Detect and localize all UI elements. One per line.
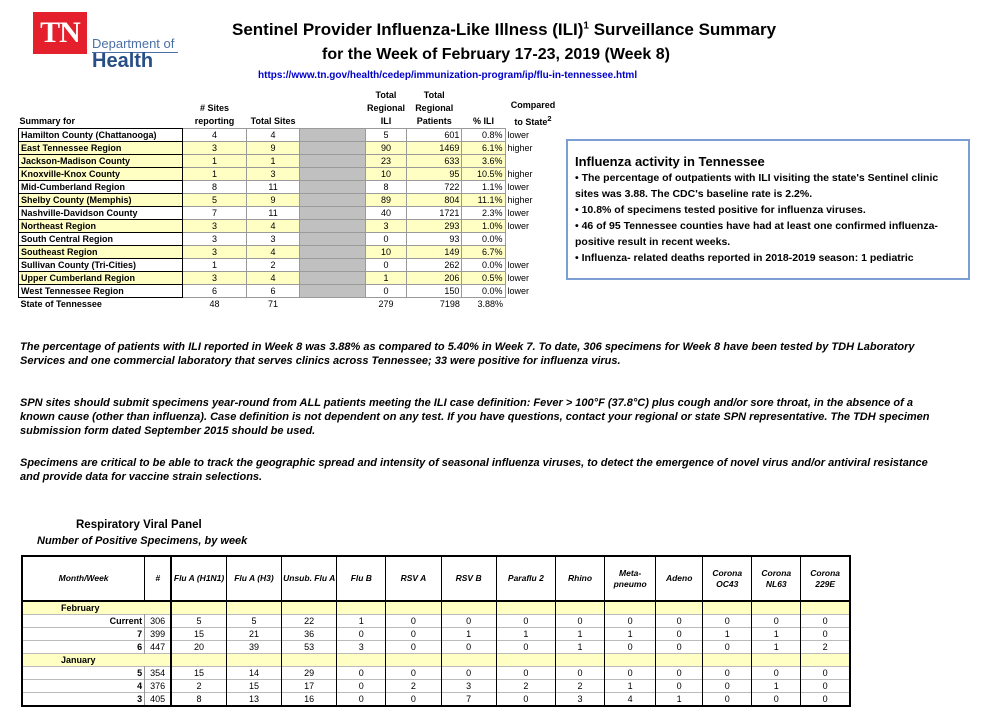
rvp-value: 0 <box>496 667 555 680</box>
activity-item: • Influenza- related deaths reported in 2018-2019 season: 1 pediatric <box>575 252 914 264</box>
rvp-value: 0 <box>656 680 703 693</box>
rvp-month-fill <box>337 654 386 667</box>
rvp-month-row <box>22 654 850 667</box>
regional-ili: 8 <box>365 181 406 194</box>
compared-to-state: lower <box>505 220 561 233</box>
rvp-value: 0 <box>703 641 752 654</box>
rvp-month-fill <box>441 601 496 615</box>
rvp-month-fill <box>441 654 496 667</box>
ili-summary-table <box>18 89 562 310</box>
rvp-value: 0 <box>703 693 752 707</box>
sites-reporting: 3 <box>183 246 247 259</box>
rvp-col-header: Corona 229E <box>801 556 850 601</box>
rvp-month-fill <box>605 601 656 615</box>
rvp-week-label: 5 <box>22 667 145 680</box>
gray-spacer <box>300 181 366 194</box>
rvp-week-row <box>22 693 850 707</box>
rvp-value: 39 <box>226 641 281 654</box>
summary-row <box>19 220 562 233</box>
rvp-value: 0 <box>752 693 801 707</box>
rvp-col-header: Flu A (H1N1) <box>171 556 226 601</box>
rvp-col-header: Rhino <box>556 556 605 601</box>
pct-ili: 0.0% <box>462 259 505 272</box>
gray-spacer <box>300 155 366 168</box>
regional-ili: 0 <box>365 233 406 246</box>
compared-to-state: lower <box>505 285 561 298</box>
compared-to-state: lower <box>505 129 561 142</box>
rvp-col-header: Month/Week <box>22 556 145 601</box>
rvp-value: 13 <box>226 693 281 707</box>
gray-spacer <box>300 168 366 181</box>
rvp-value: 0 <box>801 615 850 628</box>
rvp-month-fill <box>171 654 226 667</box>
rvp-value: 0 <box>605 615 656 628</box>
rvp-month-fill <box>337 601 386 615</box>
regional-ili: 23 <box>365 155 406 168</box>
total-sites: 4 <box>246 129 299 142</box>
regional-ili: 90 <box>365 142 406 155</box>
rvp-month-fill <box>386 601 441 615</box>
summary-row <box>19 285 562 298</box>
gray-spacer <box>300 285 366 298</box>
sites-reporting: 3 <box>183 220 247 233</box>
gray-spacer <box>300 142 366 155</box>
summary-row <box>19 233 562 246</box>
rvp-value: 21 <box>226 628 281 641</box>
rvp-value: 1 <box>752 628 801 641</box>
rvp-value: 0 <box>496 615 555 628</box>
rvp-month-row <box>22 601 850 615</box>
compared-to-state: lower <box>505 181 561 194</box>
total-sites: 3 <box>246 233 299 246</box>
regional-patients: 722 <box>406 181 461 194</box>
col-header-total-sites: Total Sites <box>250 116 296 126</box>
rvp-week-row <box>22 680 850 693</box>
pct-ili: 1.1% <box>462 181 505 194</box>
rvp-month-fill <box>801 654 850 667</box>
region-name: Upper Cumberland Region <box>19 272 183 285</box>
rvp-specimen-count: 399 <box>145 628 172 641</box>
rvp-value: 0 <box>801 667 850 680</box>
rvp-value: 1 <box>605 680 656 693</box>
influenza-activity-box <box>566 139 970 280</box>
summary-row <box>19 207 562 220</box>
compared-to-state: higher <box>505 194 561 207</box>
rvp-value: 0 <box>656 628 703 641</box>
regional-patients: 262 <box>406 259 461 272</box>
regional-ili: 0 <box>365 285 406 298</box>
col-header-blank <box>300 89 366 129</box>
rvp-value: 1 <box>752 680 801 693</box>
rvp-week-label: 6 <box>22 641 145 654</box>
compared-to-state: lower <box>505 259 561 272</box>
regional-patients: 149 <box>406 246 461 259</box>
rvp-value: 1 <box>496 628 555 641</box>
regional-patients: 1469 <box>406 142 461 155</box>
rvp-month-fill <box>226 601 281 615</box>
sites-reporting: 5 <box>183 194 247 207</box>
rvp-specimen-count: 354 <box>145 667 172 680</box>
rvp-value: 4 <box>605 693 656 707</box>
rvp-value: 0 <box>496 641 555 654</box>
rvp-month-fill <box>752 654 801 667</box>
rvp-value: 0 <box>801 693 850 707</box>
rvp-value: 22 <box>282 615 337 628</box>
rvp-value: 3 <box>337 641 386 654</box>
region-name: Jackson-Madison County <box>19 155 183 168</box>
page-subtitle: for the Week of February 17-23, 2019 (Week 8) <box>322 46 670 63</box>
pct-ili: 6.7% <box>462 246 505 259</box>
rvp-month-fill <box>282 601 337 615</box>
total-sites: 4 <box>246 246 299 259</box>
region-name: Mid-Cumberland Region <box>19 181 183 194</box>
rvp-month-fill <box>282 654 337 667</box>
rvp-value: 1 <box>441 628 496 641</box>
rvp-value: 0 <box>801 680 850 693</box>
rvp-col-header: Corona NL63 <box>752 556 801 601</box>
rvp-value: 0 <box>703 615 752 628</box>
rvp-value: 2 <box>801 641 850 654</box>
rvp-value: 0 <box>386 641 441 654</box>
tn-logo: TN <box>33 12 87 54</box>
rvp-value: 15 <box>171 628 226 641</box>
activity-item: • The percentage of outpatients with ILI visiting the state's Sentinel clinic sites was 3.88. The CDC's baseline rate is 2.2%. <box>575 172 939 200</box>
rvp-month-label: February <box>22 601 171 615</box>
regional-patients: 206 <box>406 272 461 285</box>
total-sites: 4 <box>246 220 299 233</box>
compared-to-state <box>505 246 561 259</box>
rvp-week-label: 7 <box>22 628 145 641</box>
region-name: Southeast Region <box>19 246 183 259</box>
rvp-value: 0 <box>605 641 656 654</box>
rvp-week-label: 4 <box>22 680 145 693</box>
summary-row <box>19 259 562 272</box>
pct-ili: 3.6% <box>462 155 505 168</box>
regional-patients: 1721 <box>406 207 461 220</box>
regional-ili: 5 <box>365 129 406 142</box>
rvp-value: 0 <box>441 615 496 628</box>
gray-spacer <box>300 207 366 220</box>
sites-reporting: 7 <box>183 207 247 220</box>
rvp-value: 36 <box>282 628 337 641</box>
pct-ili: 11.1% <box>462 194 505 207</box>
page-title <box>232 20 776 40</box>
rvp-value: 53 <box>282 641 337 654</box>
rvp-value: 0 <box>556 615 605 628</box>
specimen-importance-paragraph: Specimens are critical to be able to track the geographic spread and intensity of seasonal influenza viruses, to detect the emergence of novel virus and/or antiviral resistance and provide data for vaccine strain selections. <box>20 457 928 483</box>
gray-spacer <box>300 259 366 272</box>
rvp-col-header: Flu B <box>337 556 386 601</box>
rvp-value: 0 <box>556 667 605 680</box>
state-sites-reporting: 48 <box>209 298 220 309</box>
rvp-value: 0 <box>337 628 386 641</box>
region-name: Northeast Region <box>19 220 183 233</box>
title-footnote-mark: 1 <box>583 20 589 32</box>
rvp-month-fill <box>752 601 801 615</box>
col-header-pct-ili: % ILI <box>472 116 494 126</box>
compared-to-state: higher <box>505 168 561 181</box>
rvp-value: 1 <box>556 628 605 641</box>
col-header-regional-ili: Total Regional ILI <box>366 90 405 126</box>
rvp-value: 0 <box>386 615 441 628</box>
regional-patients: 95 <box>406 168 461 181</box>
rvp-value: 0 <box>386 693 441 707</box>
rvp-value: 29 <box>282 667 337 680</box>
sites-reporting: 1 <box>183 259 247 272</box>
sites-reporting: 8 <box>183 181 247 194</box>
state-total-sites: 71 <box>268 298 279 309</box>
col-header-sites-reporting: # Sites reporting <box>194 103 235 126</box>
summary-row <box>19 129 562 142</box>
region-name: East Tennessee Region <box>19 142 183 155</box>
regional-ili: 1 <box>365 272 406 285</box>
rvp-value: 0 <box>337 693 386 707</box>
flu-info-link[interactable]: https://www.tn.gov/health/cedep/immunization-program/ip/flu-in-tennessee.html <box>258 70 638 81</box>
total-sites: 6 <box>246 285 299 298</box>
rvp-value: 0 <box>337 667 386 680</box>
sites-reporting: 4 <box>183 129 247 142</box>
rvp-col-header: Flu A (H3) <box>226 556 281 601</box>
regional-patients: 804 <box>406 194 461 207</box>
rvp-specimen-count: 447 <box>145 641 172 654</box>
summary-row <box>19 181 562 194</box>
rvp-week-row <box>22 628 850 641</box>
rvp-value: 2 <box>171 680 226 693</box>
col-header-compared: Compared to State$^2$ <box>510 99 556 127</box>
state-regional-patients: 7198 <box>439 298 460 309</box>
rvp-month-fill <box>226 654 281 667</box>
rvp-month-fill <box>801 601 850 615</box>
pct-ili: 0.0% <box>462 285 505 298</box>
logo-health-text: Health <box>92 50 154 72</box>
title-text: Sentinel Provider Influenza-Like Illness (ILI) <box>232 20 584 39</box>
region-name: South Central Region <box>19 233 183 246</box>
regional-ili: 10 <box>365 246 406 259</box>
rvp-month-fill <box>703 601 752 615</box>
rvp-value: 14 <box>226 667 281 680</box>
regional-ili: 40 <box>365 207 406 220</box>
rvp-value: 2 <box>556 680 605 693</box>
rvp-value: 0 <box>441 641 496 654</box>
rvp-value: 20 <box>171 641 226 654</box>
regional-patients: 633 <box>406 155 461 168</box>
summary-row <box>19 168 562 181</box>
activity-title: Influenza activity in Tennessee <box>575 154 765 169</box>
gray-spacer <box>300 272 366 285</box>
summary-row <box>19 272 562 285</box>
rvp-value: 15 <box>171 667 226 680</box>
respiratory-viral-panel-table <box>21 555 851 707</box>
rvp-col-header: Corona OC43 <box>703 556 752 601</box>
compared-to-state: lower <box>505 207 561 220</box>
rvp-month-fill <box>171 601 226 615</box>
rvp-value: 3 <box>556 693 605 707</box>
rvp-specimen-count: 376 <box>145 680 172 693</box>
title-suffix: Surveillance Summary <box>588 20 777 39</box>
total-sites: 11 <box>246 207 299 220</box>
rvp-value: 1 <box>752 641 801 654</box>
pct-ili: 10.5% <box>462 168 505 181</box>
total-sites: 9 <box>246 142 299 155</box>
total-sites: 4 <box>246 272 299 285</box>
rvp-value: 0 <box>801 628 850 641</box>
rvp-month-fill <box>656 654 703 667</box>
activity-item: • 10.8% of specimens tested positive for influenza viruses. <box>575 204 866 216</box>
activity-item: • 46 of 95 Tennessee counties have had at least one confirmed influenza-positive result in recent weeks. <box>575 220 938 248</box>
rvp-value: 1 <box>337 615 386 628</box>
rvp-month-fill <box>496 601 555 615</box>
compared-to-state: higher <box>505 142 561 155</box>
rvp-col-header: Paraflu 2 <box>496 556 555 601</box>
summary-row <box>19 194 562 207</box>
rvp-week-row <box>22 641 850 654</box>
rvp-month-fill <box>386 654 441 667</box>
rvp-col-header: Adeno <box>656 556 703 601</box>
regional-patients: 150 <box>406 285 461 298</box>
rvp-week-row <box>22 615 850 628</box>
rvp-value: 0 <box>441 667 496 680</box>
rvp-specimen-count: 306 <box>145 615 172 628</box>
sites-reporting: 3 <box>183 142 247 155</box>
regional-patients: 601 <box>406 129 461 142</box>
rvp-value: 1 <box>605 628 656 641</box>
sites-reporting: 1 <box>183 155 247 168</box>
rvp-week-label: 3 <box>22 693 145 707</box>
pct-ili: 0.8% <box>462 129 505 142</box>
rvp-month-fill <box>703 654 752 667</box>
rvp-value: 1 <box>656 693 703 707</box>
summary-row <box>19 142 562 155</box>
region-name: West Tennessee Region <box>19 285 183 298</box>
sites-reporting: 3 <box>183 272 247 285</box>
total-sites: 2 <box>246 259 299 272</box>
region-name: Sullivan County (Tri-Cities) <box>19 259 183 272</box>
state-regional-ili: 279 <box>378 298 394 309</box>
spn-instructions-paragraph: SPN sites should submit specimens year-round from ALL patients meeting the ILI case definition: Fever > 100°F (37.8°C) plus cough and/or sore throat, in the absence of a known cause (other than influenza). Case definition is not dependent on any test. If you have questions, contact your regional or state SPN representative. The TDH specimen submission form dated September 2015 should be used. <box>20 397 930 437</box>
compared-to-state: lower <box>505 272 561 285</box>
rvp-value: 0 <box>703 680 752 693</box>
rvp-col-header: RSV B <box>441 556 496 601</box>
rvp-month-fill <box>656 601 703 615</box>
rvp-week-label: Current <box>22 615 145 628</box>
rvp-value: 0 <box>386 628 441 641</box>
region-name: Shelby County (Memphis) <box>19 194 183 207</box>
gray-spacer <box>300 220 366 233</box>
rvp-value: 1 <box>556 641 605 654</box>
regional-ili: 10 <box>365 168 406 181</box>
state-pct-ili: 3.88% <box>477 298 504 309</box>
region-name: Hamilton County (Chattanooga) <box>19 129 183 142</box>
pct-ili: 0.5% <box>462 272 505 285</box>
gray-spacer <box>300 194 366 207</box>
pct-ili: 2.3% <box>462 207 505 220</box>
summary-row <box>19 246 562 259</box>
sites-reporting: 1 <box>183 168 247 181</box>
rvp-col-header: Meta-pneumo <box>605 556 656 601</box>
rvp-subtitle: Number of Positive Specimens, by week <box>37 535 248 547</box>
regional-ili: 3 <box>365 220 406 233</box>
rvp-value: 5 <box>226 615 281 628</box>
rvp-week-row <box>22 667 850 680</box>
gray-spacer <box>300 246 366 259</box>
region-name: Knoxville-Knox County <box>19 168 183 181</box>
sites-reporting: 6 <box>183 285 247 298</box>
rvp-col-header: RSV A <box>386 556 441 601</box>
total-sites: 9 <box>246 194 299 207</box>
summary-row <box>19 155 562 168</box>
rvp-value: 5 <box>171 615 226 628</box>
total-sites: 11 <box>246 181 299 194</box>
rvp-value: 2 <box>496 680 555 693</box>
pct-ili: 1.0% <box>462 220 505 233</box>
rvp-value: 15 <box>226 680 281 693</box>
total-sites: 3 <box>246 168 299 181</box>
state-compared <box>505 298 561 311</box>
compared-to-state <box>505 155 561 168</box>
regional-patients: 93 <box>406 233 461 246</box>
rvp-month-fill <box>496 654 555 667</box>
rvp-value: 3 <box>441 680 496 693</box>
ili-summary-paragraph: The percentage of patients with ILI reported in Week 8 was 3.88% as compared to 5.40% in Week 7. To date, 306 specimens for Week 8 have been tested by TDH Laboratory Services and one commercial laboratory that serves clinics across Tennessee; 33 were positive for influenza virus. <box>20 341 915 367</box>
rvp-value: 0 <box>386 667 441 680</box>
pct-ili: 6.1% <box>462 142 505 155</box>
rvp-value: 0 <box>656 615 703 628</box>
rvp-month-label: January <box>22 654 171 667</box>
rvp-col-header: Unsub. Flu A <box>282 556 337 601</box>
regional-patients: 293 <box>406 220 461 233</box>
rvp-month-fill <box>556 654 605 667</box>
rvp-value: 1 <box>703 628 752 641</box>
rvp-value: 7 <box>441 693 496 707</box>
total-sites: 1 <box>246 155 299 168</box>
rvp-value: 0 <box>605 667 656 680</box>
rvp-value: 0 <box>337 680 386 693</box>
region-name: Nashville-Davidson County <box>19 207 183 220</box>
rvp-title: Respiratory Viral Panel <box>76 519 202 531</box>
rvp-value: 0 <box>752 667 801 680</box>
rvp-value: 17 <box>282 680 337 693</box>
rvp-value: 0 <box>656 667 703 680</box>
summary-state-row <box>19 298 562 311</box>
logo-department-text: Department of <box>92 36 175 51</box>
state-name: State of Tennessee <box>20 298 102 309</box>
rvp-specimen-count: 405 <box>145 693 172 707</box>
regional-ili: 0 <box>365 259 406 272</box>
regional-ili: 89 <box>365 194 406 207</box>
state-blank <box>300 298 366 311</box>
rvp-value: 0 <box>703 667 752 680</box>
compared-to-state <box>505 233 561 246</box>
pct-ili: 0.0% <box>462 233 505 246</box>
col-header-region: Summary for <box>19 116 76 126</box>
rvp-col-header: # <box>145 556 172 601</box>
rvp-month-fill <box>556 601 605 615</box>
gray-spacer <box>300 233 366 246</box>
rvp-value: 0 <box>752 615 801 628</box>
rvp-value: 2 <box>386 680 441 693</box>
rvp-value: 16 <box>282 693 337 707</box>
rvp-value: 0 <box>496 693 555 707</box>
rvp-month-fill <box>605 654 656 667</box>
rvp-value: 8 <box>171 693 226 707</box>
sites-reporting: 3 <box>183 233 247 246</box>
rvp-value: 0 <box>656 641 703 654</box>
col-header-regional-patients: Total Regional Patients <box>415 90 454 126</box>
gray-spacer <box>300 129 366 142</box>
